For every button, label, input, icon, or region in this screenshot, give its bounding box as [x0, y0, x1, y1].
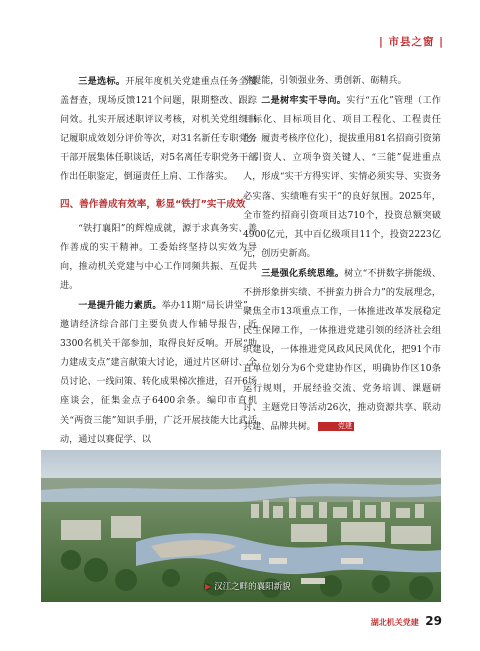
paragraph-lead: 三是选标。 [78, 76, 126, 87]
paragraph-lead: 一是提升能力素质。 [78, 299, 162, 311]
header-bar-right: | [439, 36, 444, 48]
photo-caption [205, 580, 291, 592]
paragraph-lead: 三是强化系统思维。 [261, 267, 345, 279]
paragraph [60, 72, 257, 188]
paragraph-text: 举办11期“局长讲堂”，邀请经济综合部门主要负责人作辅导报告，近3300名机关干部参加，取得良好反响。开展“助力建成支点”建言献策大讨论，通过片区研讨、全员讨论、一线问策、转化成果梯次推进，召开6场座谈会，征集金点子6400余条。编印市直机关“两资三能”知识手册，广泛开展技能大比武活动，通过以赛促学、以 [60, 300, 257, 445]
caption-text: 汉江之畔的襄阳新貌 [214, 582, 291, 592]
page-footer [371, 614, 442, 628]
section-header [379, 34, 444, 49]
paragraph [60, 296, 257, 450]
page-number: 29 [425, 614, 442, 628]
caption-triangle-icon: ▶ [205, 582, 212, 591]
right-column [243, 72, 441, 437]
paragraph [243, 91, 441, 264]
paragraph: 学提能，引领强业务、勇创新、砺精兵。 [243, 76, 407, 86]
end-mark: 党建 [318, 422, 354, 431]
paragraph-text: 开展年度机关党建重点任务全覆盖督查，现场反馈121个问题，限期整改、跟踪问效。扎实开展述职评议考核，对机关党组织书记履职成效划分评价等次，对31名新任专职党务干部开展集体任职谈话，对5名离任专职党务干部作出任职鉴定，倒逼责任上肩、工作落实。 [60, 77, 257, 183]
paragraph-lead: 二是树牢实干导向。 [261, 95, 347, 107]
section-subhead: 四、善作善成有效率，彰显“铁打”实干成效 [60, 198, 246, 210]
header-bar-left: | [379, 36, 384, 48]
magazine-brand: 湖北机关党建 [370, 618, 419, 627]
section-title: 市县之窗 [388, 36, 435, 48]
left-column [60, 72, 257, 450]
paragraph-text: 实行“五化”管理（工作目标化、目标项目化、项目工程化、工程责任化、履责考核序位化），提拔重用81名招商引资第一引资人、立项争资关键人、“三能”促进重点人，形成“实干方得实评、实情必须实导、实资务必实落、实绩唯有实干”的良好氛围。2025年，全市签约招商引资项目达710个，投资总额突破4900亿元，其中百亿级项目11个，投资2223亿元，创历史新高。 [243, 96, 441, 259]
paragraph [243, 264, 441, 437]
paragraph-text: 树立“不拼数字拼能级、不拼形象拼实绩、不拼蛮力拼合力”的发展理念，聚焦全市13项重点工作，一体推进改革发展稳定民生保障工作，一体推进党建引领的经济社会组织建设，一体推进党风政风民风优化，把91个市直单位划分为6个党建协作区，明确协作区10条运行规则，开展经验交流、党务培训、课题研讨、主题党日等活动26次，推动资源共享、联动共建、品牌共树。 [243, 268, 441, 432]
paragraph: “铁打襄阳”的辉煌成就，源于求真务实、善作善成的实干精神。工委始终坚持以实效为导向，推动机关党建与中心工作同频共振、互促共进。 [60, 223, 257, 291]
